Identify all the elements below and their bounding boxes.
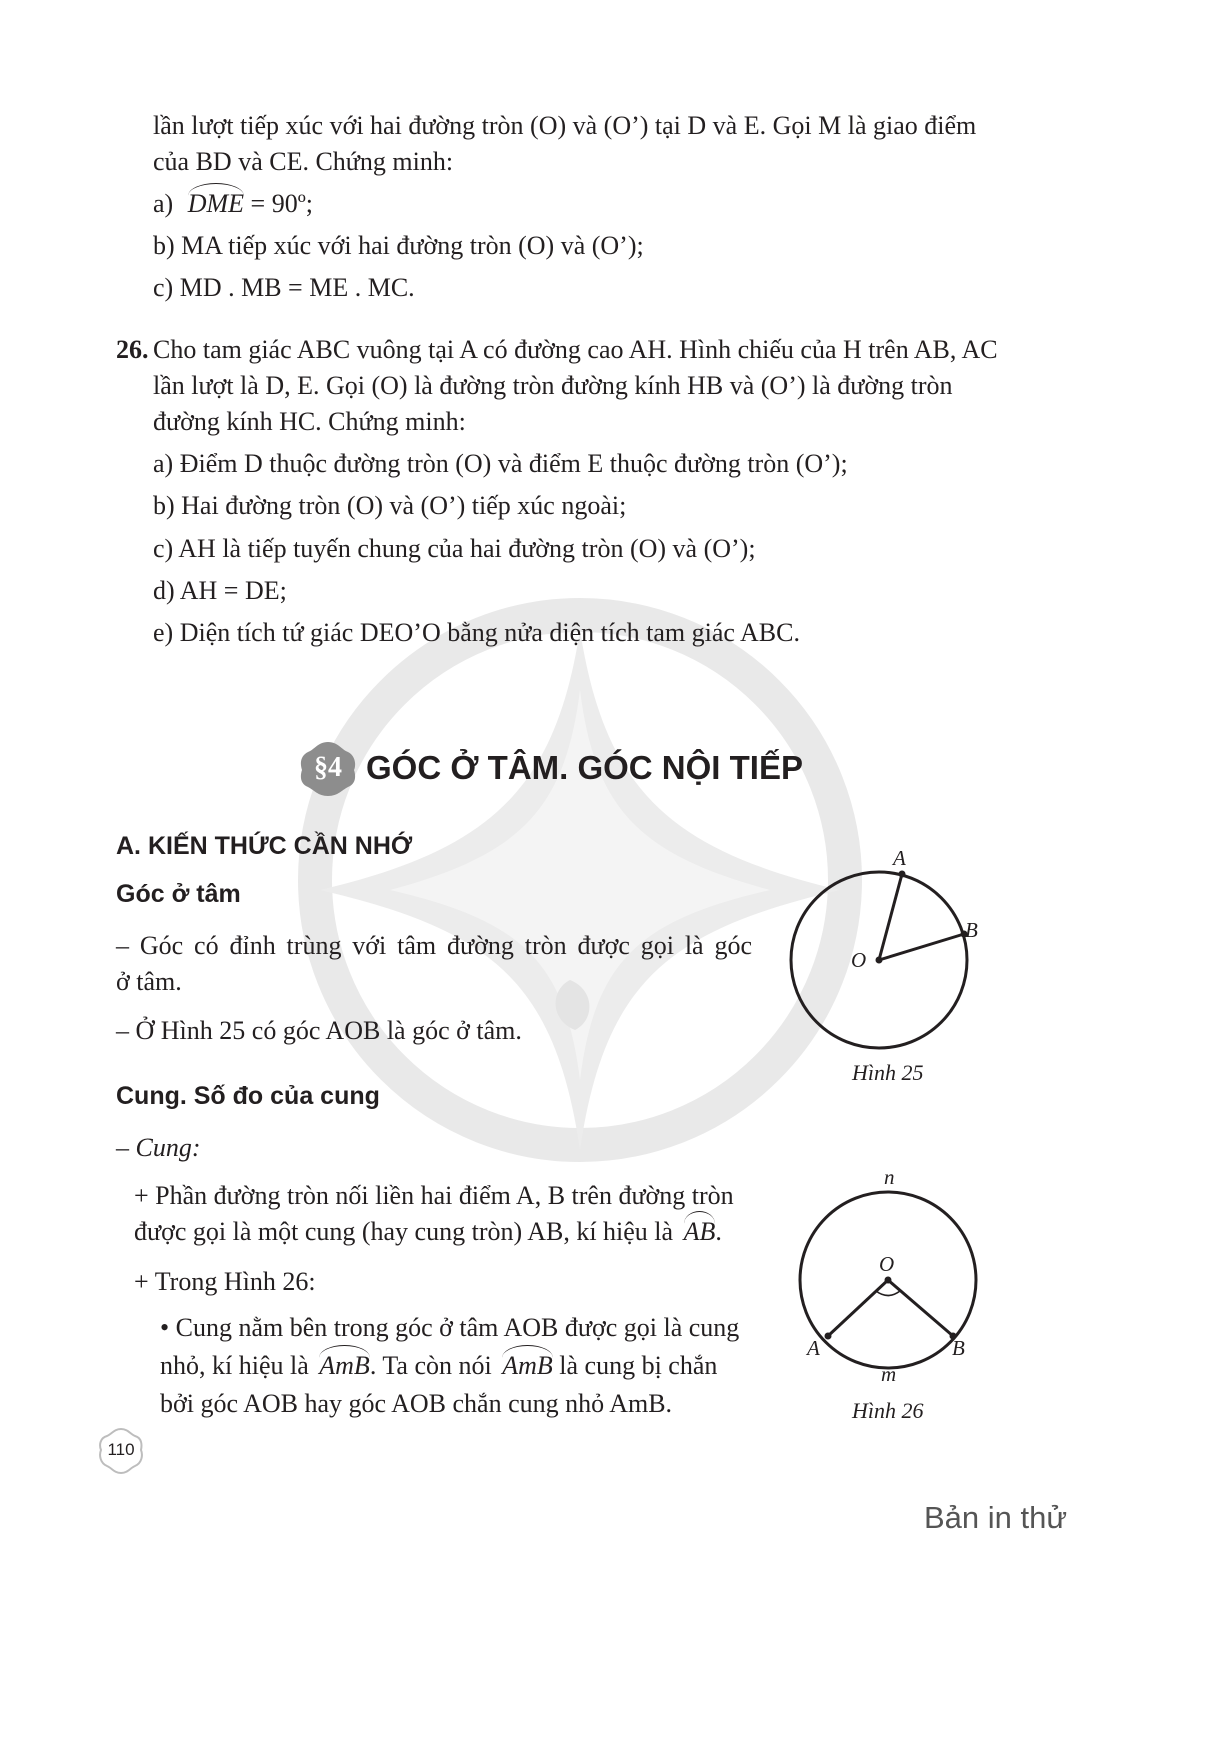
bullet-line-2-b: . Ta còn nói — [369, 1351, 492, 1380]
cung-label: – Cung: — [116, 1133, 201, 1162]
fig25-radius-oa — [879, 874, 902, 960]
bullet-line-2-c: là cung bị chắn — [559, 1351, 718, 1380]
page-number: 110 — [107, 1440, 135, 1459]
fig25-caption: Hình 25 — [852, 1060, 924, 1085]
fig25-label-o: O — [851, 948, 867, 972]
bullet-line-3: bởi góc AOB hay góc AOB chắn cung nhỏ AmB. — [160, 1389, 673, 1418]
fig25-label-b: B — [965, 918, 978, 942]
plus2-line: + Trong Hình 26: — [134, 1267, 316, 1296]
fig26-label-a: A — [807, 1336, 820, 1360]
plus1-line-2 — [134, 1216, 722, 1247]
bullet-line-1: • Cung nằm bên trong góc ở tâm AOB được gọi là cung — [160, 1313, 740, 1342]
fig25-point-a — [899, 871, 906, 878]
subheading-goc-o-tam: Góc ở tâm — [116, 880, 241, 908]
problem-26-intro-line-3: đường kính HC. Chứng minh: — [153, 407, 466, 436]
carryover-item-a — [153, 188, 313, 219]
arc-dme: DME — [187, 189, 245, 218]
p1-line-2: ở tâm. — [116, 967, 182, 996]
watermark-ban-in-thu: Bản in thử — [924, 1500, 1068, 1535]
carryover-line-2: của BD và CE. Chứng minh: — [153, 147, 454, 176]
problem-26-intro-line-1: Cho tam giác ABC vuông tại A có đường cao AH. Hình chiếu của H trên AB, AC — [153, 335, 998, 364]
fig26-label-o: O — [879, 1252, 895, 1276]
subheading-cung: Cung. Số đo của cung — [116, 1082, 380, 1110]
fig26-label-m: m — [881, 1362, 897, 1386]
fig26-label-n: n — [884, 1165, 895, 1189]
bullet-line-2-a: nhỏ, kí hiệu là — [160, 1351, 309, 1380]
problem-26-intro-line-2: lần lượt là D, E. Gọi (O) là đường tròn đường kính HB và (O’) là đường tròn — [153, 371, 953, 400]
arc-ab: AB — [683, 1217, 716, 1246]
fig26-radius-ob — [888, 1280, 953, 1336]
problem-26-number: 26. — [116, 335, 149, 364]
section-badge — [298, 740, 358, 798]
section-number: §4 — [314, 752, 342, 783]
fig26-angle-mark — [876, 1291, 900, 1296]
plus1-line-2-a: được gọi là một cung (hay cung tròn) AB, kí hiệu là — [134, 1217, 674, 1246]
carryover-line-1: lần lượt tiếp xúc với hai đường tròn (O) và (O’) tại D và E. Gọi M là giao điểm — [153, 111, 977, 140]
plus1-line-2-b: . — [715, 1217, 722, 1246]
fig25-radius-ob — [879, 934, 964, 960]
carryover-item-c: c) MD . MB = ME . MC. — [153, 273, 415, 302]
figure-25 — [780, 840, 990, 1060]
problem-26-item-a: a) Điểm D thuộc đường tròn (O) và điểm E thuộc đường tròn (O’); — [153, 449, 848, 478]
problem-26-item-b: b) Hai đường tròn (O) và (O’) tiếp xúc ngoài; — [153, 491, 627, 520]
bullet-line-2 — [160, 1350, 717, 1381]
problem-26-item-d: d) AH = DE; — [153, 576, 287, 605]
fig26-center-point — [885, 1277, 892, 1284]
problem-26-item-e: e) Diện tích tứ giác DEO’O bằng nửa diện tích tam giác ABC. — [153, 618, 800, 647]
plus1-line-1: + Phần đường tròn nối liền hai điểm A, B trên đường tròn — [134, 1181, 734, 1210]
fig26-caption: Hình 26 — [852, 1398, 924, 1423]
fig26-point-a — [825, 1333, 832, 1340]
fig25-center-point — [876, 957, 883, 964]
page-number-badge — [98, 1428, 144, 1474]
item-a-prefix: a) — [153, 189, 174, 218]
fig26-label-b: B — [952, 1336, 965, 1360]
p1-line-1: – Góc có đỉnh trùng với tâm đường tròn được gọi là góc — [116, 931, 752, 960]
arc-amb-2: AmB — [502, 1351, 553, 1380]
part-a-heading: A. KIẾN THỨC CẦN NHỚ — [116, 832, 413, 860]
arc-amb-1: AmB — [319, 1351, 370, 1380]
section-title: GÓC Ở TÂM. GÓC NỘI TIẾP — [366, 749, 803, 786]
fig25-label-a: A — [893, 846, 906, 870]
problem-26-item-c: c) AH là tiếp tuyến chung của hai đường tròn (O) và (O’); — [153, 534, 756, 563]
fig26-radius-oa — [828, 1280, 888, 1336]
carryover-item-b: b) MA tiếp xúc với hai đường tròn (O) và (O’); — [153, 231, 644, 260]
item-a-rest: = 90º; — [244, 189, 313, 218]
p2-line: – Ở Hình 25 có góc AOB là góc ở tâm. — [116, 1016, 522, 1045]
